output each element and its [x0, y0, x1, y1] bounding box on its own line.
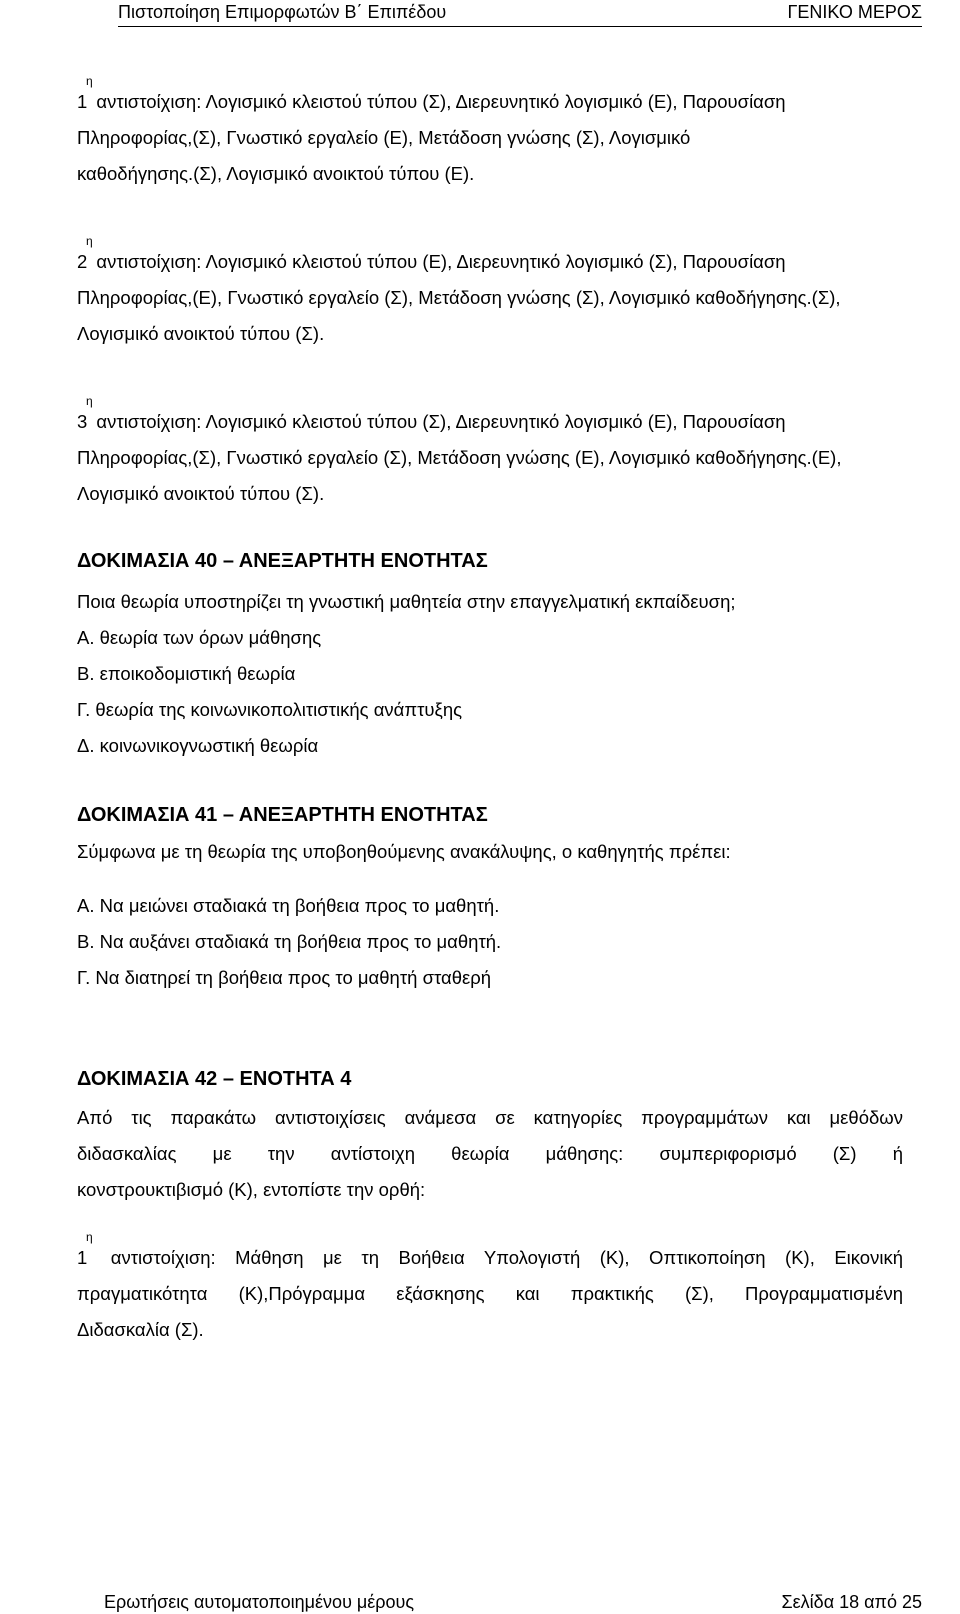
- matching-1: [77, 74, 903, 192]
- option-c: Γ. Να διατηρεί τη βοήθεια προς το μαθητή σταθερή: [77, 967, 492, 988]
- matching-text: καθοδήγησης.(Σ), Λογισμικό ανοικτού τύπου (Ε).: [77, 163, 475, 184]
- page-content: [77, 74, 903, 1348]
- matching-text: Πληροφορίας,(Ε), Γνωστικό εργαλείο (Σ), Μετάδοση γνώσης (Σ), Λογισμικό καθοδήγησης.(Σ),: [77, 287, 841, 308]
- matching-text: πραγματικότητα (Κ),Πρόγραμμα εξάσκησης και πρακτικής (Σ), Προγραμματισμένη: [77, 1283, 903, 1304]
- superscript: η: [86, 234, 93, 248]
- question-text: Ποια θεωρία υποστηρίζει τη γνωστική μαθητεία στην επαγγελματική εκπαίδευση;: [77, 591, 736, 612]
- page-number: Σελίδα 18 από 25: [781, 1592, 922, 1612]
- option-a: Α. Να μειώνει σταδιακά τη βοήθεια προς το μαθητή.: [77, 895, 500, 916]
- footer-title: Ερωτήσεις αυτοματοποιημένου μέρους: [104, 1592, 415, 1612]
- option-d: Δ. κοινωνικογνωστική θεωρία: [77, 735, 319, 756]
- question-block: [77, 834, 903, 996]
- test-41: [77, 800, 903, 996]
- matching-text: αντιστοίχιση: Λογισμικό κλειστού τύπου (Σ), Διερευνητικό λογισμικό (Ε), Παρουσίαση: [91, 91, 786, 112]
- matching-number: 2 η: [77, 234, 93, 272]
- matching-line: [77, 1230, 903, 1276]
- option-a: Α. θεωρία των όρων μάθησης: [77, 627, 322, 648]
- matching-3: [77, 394, 903, 512]
- matching-text: αντιστοίχιση: Λογισμικό κλειστού τύπου (Σ), Διερευνητικό λογισμικό (Ε), Παρουσίαση: [91, 411, 786, 432]
- section-title: ΔΟΚΙΜΑΣΙΑ 41 – ΑΝΕΞΑΡΤΗΤΗ ΕΝΟΤΗΤΑΣ: [77, 804, 488, 826]
- superscript: η: [86, 394, 93, 408]
- matching-2: [77, 234, 903, 352]
- superscript: η: [86, 1230, 93, 1244]
- matching-line: [77, 394, 903, 440]
- option-b: Β. εποικοδομιστική θεωρία: [77, 663, 296, 684]
- matching-line: [77, 74, 903, 120]
- option-c: Γ. θεωρία της κοινωνικοπολιτιστικής ανάπτυξης: [77, 699, 463, 720]
- matching-text: Πληροφορίας,(Σ), Γνωστικό εργαλείο (Ε), Μετάδοση γνώσης (Σ), Λογισμικό: [77, 127, 691, 148]
- intro-line: Από τις παρακάτω αντιστοιχίσεις ανάμεσα σε κατηγορίες προγραμμάτων και μεθόδων: [77, 1107, 903, 1128]
- matching-number: 3 η: [77, 394, 93, 432]
- matching-text: αντιστοίχιση: Μάθηση με τη Βοήθεια Υπολογιστή (Κ), Οπτικοποίηση (Κ), Εικονική: [91, 1247, 903, 1268]
- matching-number: 1 η: [77, 1230, 93, 1268]
- matching-line: [77, 234, 903, 280]
- test-42: [77, 1064, 903, 1348]
- question-text: Σύμφωνα με τη θεωρία της υποβοηθούμενης ανακάλυψης, ο καθηγητής πρέπει:: [77, 841, 731, 862]
- page-footer: [104, 1590, 922, 1614]
- header-title: Πιστοποίηση Επιμορφωτών Β΄ Επιπέδου: [118, 2, 447, 22]
- matching-number: 1 η: [77, 74, 93, 112]
- option-b: Β. Να αυξάνει σταδιακά τη βοήθεια προς το μαθητή.: [77, 931, 502, 952]
- page-header: [118, 0, 922, 27]
- superscript: η: [86, 74, 93, 88]
- matching-text: Λογισμικό ανοικτού τύπου (Σ).: [77, 483, 325, 504]
- question-intro: [77, 1100, 903, 1208]
- question-block: [77, 584, 903, 764]
- intro-line: διδασκαλίας με την αντίστοιχη θεωρία μάθησης: συμπεριφορισμό (Σ) ή: [77, 1143, 903, 1164]
- section-title: ΔΟΚΙΜΑΣΙΑ 42 – ΕΝΟΤΗΤΑ 4: [77, 1068, 352, 1090]
- matching-text: αντιστοίχιση: Λογισμικό κλειστού τύπου (Ε), Διερευνητικό λογισμικό (Σ), Παρουσίαση: [91, 251, 786, 272]
- section-title: ΔΟΚΙΜΑΣΙΑ 40 – ΑΝΕΞΑΡΤΗΤΗ ΕΝΟΤΗΤΑΣ: [77, 550, 488, 572]
- test-40: [77, 546, 903, 764]
- matching-text: Πληροφορίας,(Σ), Γνωστικό εργαλείο (Σ), Μετάδοση γνώσης (Ε), Λογισμικό καθοδήγησης.(Ε),: [77, 447, 842, 468]
- matching-text: Λογισμικό ανοικτού τύπου (Σ).: [77, 323, 325, 344]
- matching-text: Διδασκαλία (Σ).: [77, 1319, 204, 1340]
- intro-line: κονστρουκτιβισμό (Κ), εντοπίστε την ορθή:: [77, 1179, 426, 1200]
- header-section: ΓΕΝΙΚΟ ΜΕΡΟΣ: [787, 2, 922, 22]
- matching-42-1: [77, 1230, 903, 1348]
